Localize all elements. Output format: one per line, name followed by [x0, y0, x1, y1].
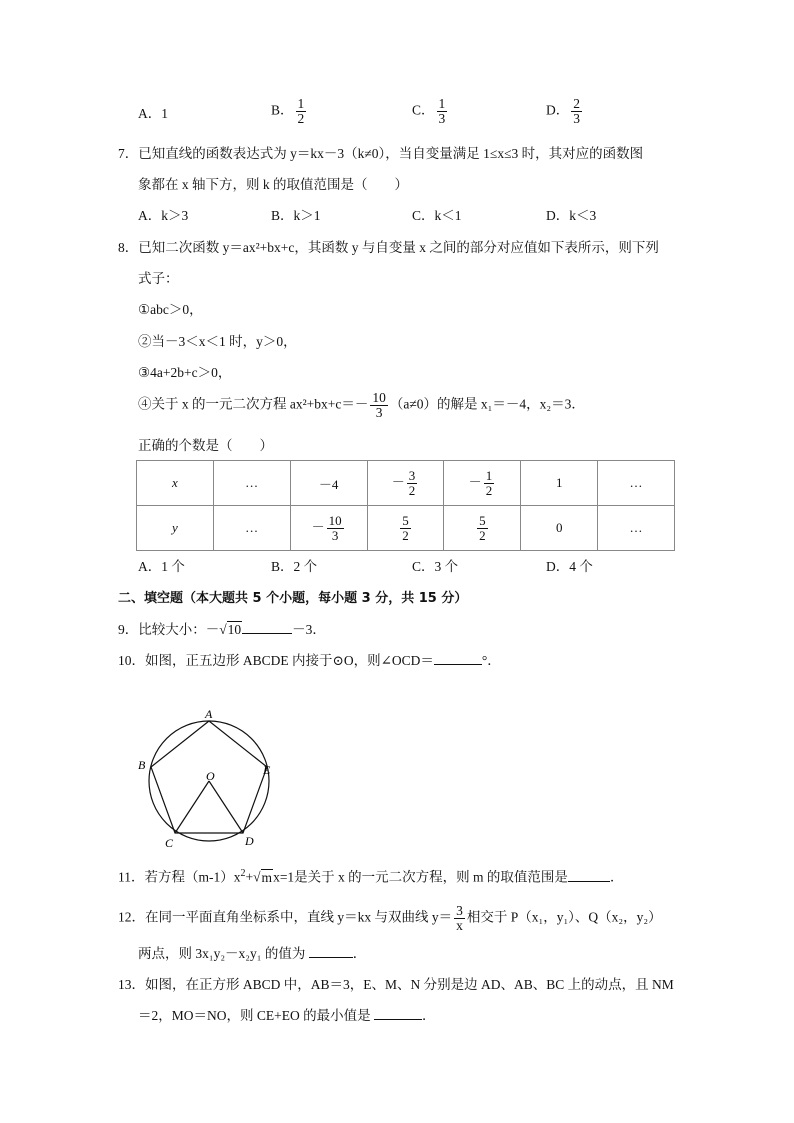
table-cell: $\frac{5}{2}$: [444, 506, 521, 551]
q13-answer-blank[interactable]: [374, 1019, 422, 1020]
q8-option-c: C．3 个: [412, 559, 459, 574]
q6-d-prefix: D．: [546, 102, 570, 118]
q11-answer-blank[interactable]: [568, 881, 610, 882]
table-cell: …: [598, 506, 675, 551]
q6-option-d: [546, 97, 584, 126]
pentagon-figure: [130, 708, 290, 853]
q9-answer-blank[interactable]: [242, 633, 292, 634]
q9-radicand: 10: [227, 622, 242, 637]
q6-b-fraction: [296, 97, 307, 126]
label-d: D: [245, 834, 254, 848]
table-cell: …: [598, 461, 675, 506]
q12-num: 3: [456, 903, 463, 918]
q7-option-a: A．k＞3: [138, 208, 189, 223]
q12-line2-pre: 两点，则 3x₁y₂－x₂y₁ 的值为: [138, 946, 306, 961]
q10-post: °．: [481, 653, 501, 668]
q9-post: －3．: [292, 622, 326, 637]
q12-line1: [118, 904, 662, 933]
label-c: C: [165, 836, 174, 850]
q6-c-den: 3: [438, 111, 446, 126]
q12-den: x: [456, 918, 463, 933]
section-heading: 二、填空题（本大题共 5 个小题，每小题 3 分，共 15 分）: [118, 591, 468, 606]
q6-option-a: A．1: [138, 106, 168, 121]
q11-pre: 11．若方程（m-1）x: [118, 869, 241, 885]
q11-post: ．: [609, 869, 624, 885]
table-cell: － $\frac{10}{3}$: [290, 506, 367, 551]
label-e: E: [263, 763, 271, 777]
table-cell: 0: [521, 506, 598, 551]
q8-statement-4: [138, 391, 585, 420]
q12-answer-blank[interactable]: [309, 957, 353, 958]
table-cell: …: [213, 506, 290, 551]
q6-option-b: [271, 97, 308, 126]
q6-b-den: 2: [297, 111, 305, 126]
q6-c-num: 1: [438, 96, 446, 111]
label-a: A: [205, 708, 213, 721]
q6-b-prefix: B．: [271, 102, 294, 118]
q12-post: 相交于 P（x₁，y₁）、Q（x₂，y₂）: [466, 909, 662, 925]
segment-oc: [175, 781, 209, 833]
q8-s4-den: 3: [375, 405, 383, 420]
q9: 9．比较大小：－√10 －3．: [118, 622, 326, 637]
segment-od: [209, 781, 243, 833]
q10: [118, 652, 501, 670]
table-cell: －4: [290, 461, 367, 506]
table-row-x: [137, 461, 675, 506]
q12-line2-post: ．: [352, 946, 367, 961]
table-row-y: [137, 506, 675, 551]
q8-s4-fraction: [370, 391, 388, 420]
table-cell: 1: [521, 461, 598, 506]
q12-pre: 12．在同一平面直角坐标系中，直线 y＝kx 与双曲线 y＝: [118, 909, 453, 925]
q6-d-den: 3: [573, 111, 580, 126]
q11: 11．若方程$(m-1)x^2+√mx=1$是关于 x 的一元二次方程，则 m 的取值范围是 ．: [118, 868, 624, 885]
q8-s4-post: （a≠0）的解是 x₁＝－4，x₂＝3．: [389, 396, 585, 412]
q6-option-c: [412, 97, 449, 126]
q11-sup: 2: [240, 868, 246, 879]
q7-option-c: C．k＜1: [412, 208, 462, 223]
q9-pre: 9．比较大小：－: [118, 622, 220, 637]
q6-c-prefix: C．: [412, 102, 435, 118]
q11-mid2: x=1是关于 x 的一元二次方程，则 m 的取值范围是: [273, 869, 568, 885]
q8-line2: 式子：: [138, 271, 179, 286]
q8-s4-pre: ④关于 x 的一元二次方程 ax²+bx+c＝－: [138, 396, 369, 412]
label-b: B: [138, 758, 146, 772]
q8-option-b: B．2 个: [271, 559, 318, 574]
q7-line1: 7．已知直线的函数表达式为 y＝kx－3（k≠0），当自变量满足 1≤x≤3 时，其对应的函数图: [118, 146, 644, 161]
q12-line2: [138, 945, 366, 963]
value-table: [136, 460, 675, 551]
q13-line2: [138, 1007, 436, 1025]
q13-line2-pre: ＝2，MO＝NO，则 CE+EO 的最小值是: [138, 1008, 371, 1023]
table-cell: $\frac{5}{2}$: [367, 506, 444, 551]
q13-line1: 13．如图，在正方形 ABCD 中，AB＝3，E、M、N 分别是边 AD、AB、BC 上的动点，且 NM: [118, 977, 674, 992]
q10-text: 10．如图，正五边形 ABCDE 内接于⊙O，则∠OCD＝: [118, 653, 434, 668]
q12-fraction: [454, 904, 465, 933]
q8-option-a: A．1 个: [138, 559, 185, 574]
q6-c-fraction: [437, 97, 448, 126]
table-cell: － $\frac{1}{2}$: [444, 461, 521, 506]
q10-answer-blank[interactable]: [434, 664, 482, 665]
q6-d-fraction: [571, 97, 582, 126]
q8-line1: 8．已知二次函数 y＝ax²+bx+c，其函数 y 与自变量 x 之间的部分对应值如下表所示，则下列: [118, 240, 659, 255]
q8-ask: 正确的个数是（ ）: [138, 438, 273, 453]
table-cell: …: [213, 461, 290, 506]
q7-option-d: D．k＜3: [546, 208, 597, 223]
q8-s4-num: 10: [372, 390, 386, 405]
q11-mid: +: [245, 869, 254, 885]
q7-line2: 象都在 x 轴下方，则 k 的取值范围是（ ）: [138, 177, 408, 192]
table-cell-x-label: x: [137, 461, 214, 506]
q8-option-d: D．4 个: [546, 559, 593, 574]
label-o: O: [206, 769, 215, 783]
table-cell-y-label: y: [137, 506, 214, 551]
q6-d-num: 2: [573, 96, 580, 111]
q11-radicand: m: [261, 869, 273, 885]
table-cell: － $\frac{3}{2}$: [367, 461, 444, 506]
q8-statement-2: ②当－3＜x＜1 时，y＞0，: [138, 334, 297, 349]
q13-line2-post: ．: [422, 1008, 436, 1023]
q7-option-b: B．k＞1: [271, 208, 321, 223]
q8-statement-3: ③4a+2b+c＞0，: [138, 365, 232, 380]
q6-b-num: 1: [297, 96, 305, 111]
q8-statement-1: ①abc＞0，: [138, 302, 203, 317]
